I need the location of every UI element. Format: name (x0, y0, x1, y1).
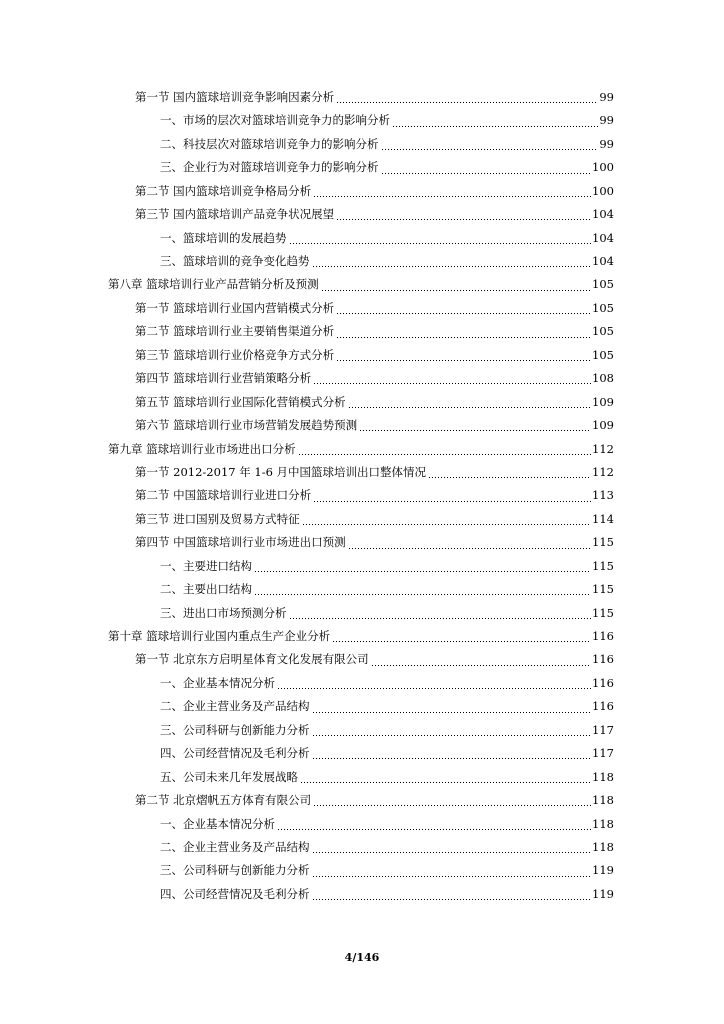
toc-entry-title: 五、公司未来几年发展战略 (160, 769, 298, 784)
toc-entry-page: 104 (592, 230, 614, 245)
dot-leader (336, 95, 598, 104)
dot-leader (312, 892, 592, 901)
toc-entry-page: 116 (592, 675, 614, 690)
toc-entry-title: 第三节 篮球培训行业价格竞争方式分析 (135, 347, 335, 362)
toc-entry-title: 一、企业基本情况分析 (160, 816, 275, 831)
dot-leader (313, 376, 591, 385)
dot-leader (428, 470, 591, 479)
toc-entry[interactable] (108, 320, 614, 343)
toc-entry-title: 三、公司科研与创新能力分析 (160, 722, 310, 737)
toc-entry-page: 105 (592, 324, 614, 339)
dot-leader (336, 306, 591, 315)
toc-entry[interactable] (108, 649, 614, 672)
dot-leader (302, 517, 591, 526)
dot-leader (300, 775, 591, 784)
toc-entry-page: 115 (592, 605, 614, 620)
toc-entry-title: 第四节 中国篮球培训行业市场进出口预测 (135, 535, 346, 550)
toc-entry-page: 99 (599, 89, 614, 104)
toc-entry-title: 三、进出口市场预测分析 (160, 605, 287, 620)
toc-entry-title: 第二节 篮球培训行业主要销售渠道分析 (135, 324, 335, 339)
dot-leader (312, 869, 592, 878)
dot-leader (392, 119, 598, 128)
toc-entry[interactable] (108, 813, 614, 836)
toc-entry[interactable] (108, 86, 614, 109)
dot-leader (312, 728, 592, 737)
toc-entry[interactable] (108, 203, 614, 226)
dot-leader (336, 353, 591, 362)
dot-leader (321, 283, 591, 292)
toc-entry-title: 第九章 篮球培训行业市场进出口分析 (108, 441, 296, 456)
dot-leader (313, 798, 591, 807)
toc-entry-page: 119 (592, 886, 614, 901)
toc-entry-page: 116 (592, 652, 614, 667)
toc-entry-page: 104 (592, 254, 614, 269)
dot-leader (254, 587, 591, 596)
toc-entry-title: 第一节 北京东方启明星体育文化发展有限公司 (135, 652, 369, 667)
toc-entry[interactable] (108, 695, 614, 718)
toc-entry[interactable] (108, 344, 614, 367)
toc-entry-page: 104 (592, 207, 614, 222)
toc-entry-page: 109 (592, 394, 614, 409)
dot-leader (336, 212, 591, 221)
dot-leader (289, 611, 592, 620)
toc-entry-page: 100 (592, 183, 614, 198)
toc-entry-title: 第八章 篮球培训行业产品营销分析及预测 (108, 277, 319, 292)
toc-entry-title: 三、篮球培训的竞争变化趋势 (160, 254, 310, 269)
dot-leader (313, 494, 591, 503)
toc-entry[interactable] (108, 742, 614, 765)
toc-entry[interactable] (108, 297, 614, 320)
toc-entry-page: 118 (592, 793, 614, 808)
toc-entry-page: 105 (592, 300, 614, 315)
toc-entry-title: 第三节 国内篮球培训产品竞争状况展望 (135, 207, 335, 222)
toc-entry-title: 第一节 2012-2017 年 1-6 月中国篮球培训出口整体情况 (135, 464, 427, 479)
toc-entry-page: 118 (592, 816, 614, 831)
toc-entry[interactable] (108, 274, 614, 297)
dot-leader (312, 705, 592, 714)
toc-entry-title: 第二节 国内篮球培训竞争格局分析 (135, 183, 312, 198)
toc-entry-page: 117 (592, 722, 614, 737)
toc-entry-title: 四、公司经营情况及毛利分析 (160, 886, 310, 901)
toc-entry[interactable] (108, 578, 614, 601)
toc-entry[interactable] (108, 766, 614, 789)
toc-entry-page: 118 (592, 839, 614, 854)
toc-entry-page: 105 (592, 347, 614, 362)
toc-entry-title: 第五节 篮球培训行业国际化营销模式分析 (135, 394, 346, 409)
toc-entry-page: 112 (592, 464, 614, 479)
toc-entry-page: 99 (599, 136, 614, 151)
toc-entry-title: 一、市场的层次对篮球培训竞争力的影响分析 (160, 113, 390, 128)
toc-entry[interactable] (108, 391, 614, 414)
toc-entry-page: 112 (592, 441, 614, 456)
toc-entry[interactable] (108, 555, 614, 578)
toc-entry-page: 119 (592, 863, 614, 878)
toc-entry[interactable] (108, 672, 614, 695)
dot-leader (277, 822, 591, 831)
dot-leader (289, 236, 592, 245)
dot-leader (254, 564, 591, 573)
toc-entry-page: 116 (592, 629, 614, 644)
dot-leader (312, 751, 592, 760)
toc-entry[interactable] (108, 484, 614, 507)
toc-entry-page: 117 (592, 746, 614, 761)
toc-entry-page: 115 (592, 558, 614, 573)
dot-leader (332, 634, 591, 643)
page-number: 4/146 (344, 951, 380, 964)
toc-entry-page: 99 (599, 113, 614, 128)
toc-entry[interactable] (108, 180, 614, 203)
dot-leader (313, 189, 591, 198)
toc-entry-title: 第一节 篮球培训行业国内营销模式分析 (135, 300, 335, 315)
toc-entry[interactable] (108, 602, 614, 625)
toc-entry-page: 114 (592, 511, 614, 526)
toc-entry[interactable] (108, 414, 614, 437)
toc-entry[interactable] (108, 719, 614, 742)
toc-entry-page: 118 (592, 769, 614, 784)
toc-entry[interactable] (108, 156, 614, 179)
toc-entry[interactable] (108, 461, 614, 484)
toc-entry-page: 113 (592, 488, 614, 503)
toc-entry[interactable] (108, 859, 614, 882)
toc-entry-page: 105 (592, 277, 614, 292)
toc-entry-title: 第四节 篮球培训行业营销策略分析 (135, 371, 312, 386)
table-of-contents (108, 86, 614, 906)
dot-leader (277, 681, 591, 690)
toc-entry-title: 第十章 篮球培训行业国内重点生产企业分析 (108, 629, 331, 644)
toc-entry-title: 三、公司科研与创新能力分析 (160, 863, 310, 878)
toc-entry[interactable] (108, 109, 614, 132)
toc-entry-page: 116 (592, 699, 614, 714)
dot-leader (381, 166, 592, 175)
toc-entry-title: 三、企业行为对篮球培训竞争力的影响分析 (160, 160, 379, 175)
dot-leader (371, 658, 591, 667)
toc-entry-title: 二、科技层次对篮球培训竞争力的影响分析 (160, 136, 379, 151)
toc-entry-page: 109 (592, 418, 614, 433)
toc-entry[interactable] (108, 625, 614, 648)
dot-leader (359, 423, 591, 432)
toc-entry-page: 115 (592, 535, 614, 550)
toc-entry-title: 第六节 篮球培训行业市场营销发展趋势预测 (135, 418, 358, 433)
dot-leader (348, 400, 591, 409)
toc-entry-title: 二、企业主营业务及产品结构 (160, 699, 310, 714)
toc-entry-title: 四、公司经营情况及毛利分析 (160, 746, 310, 761)
toc-entry[interactable] (108, 789, 614, 812)
toc-entry-title: 一、主要进口结构 (160, 558, 252, 573)
toc-entry[interactable] (108, 250, 614, 273)
toc-entry-title: 一、企业基本情况分析 (160, 675, 275, 690)
toc-entry[interactable] (108, 438, 614, 461)
toc-entry-title: 二、企业主营业务及产品结构 (160, 839, 310, 854)
toc-entry-page: 108 (592, 371, 614, 386)
toc-entry-title: 第一节 国内篮球培训竞争影响因素分析 (135, 89, 335, 104)
toc-entry[interactable] (108, 531, 614, 554)
toc-entry-title: 第三节 进口国别及贸易方式特征 (135, 511, 300, 526)
toc-entry-title: 第二节 中国篮球培训行业进口分析 (135, 488, 312, 503)
toc-entry[interactable] (108, 367, 614, 390)
dot-leader (312, 845, 592, 854)
toc-entry-title: 二、主要出口结构 (160, 582, 252, 597)
dot-leader (298, 447, 591, 456)
toc-entry[interactable] (108, 508, 614, 531)
toc-entry[interactable] (108, 133, 614, 156)
dot-leader (381, 142, 599, 151)
dot-leader (312, 259, 592, 268)
toc-entry[interactable] (108, 836, 614, 859)
dot-leader (348, 541, 591, 550)
toc-entry-page: 115 (592, 582, 614, 597)
toc-entry[interactable] (108, 883, 614, 906)
toc-entry-page: 100 (592, 160, 614, 175)
toc-entry-title: 第二节 北京熠帆五方体育有限公司 (135, 793, 312, 808)
toc-entry-title: 一、篮球培训的发展趋势 (160, 230, 287, 245)
dot-leader (336, 330, 591, 339)
toc-entry[interactable] (108, 227, 614, 250)
